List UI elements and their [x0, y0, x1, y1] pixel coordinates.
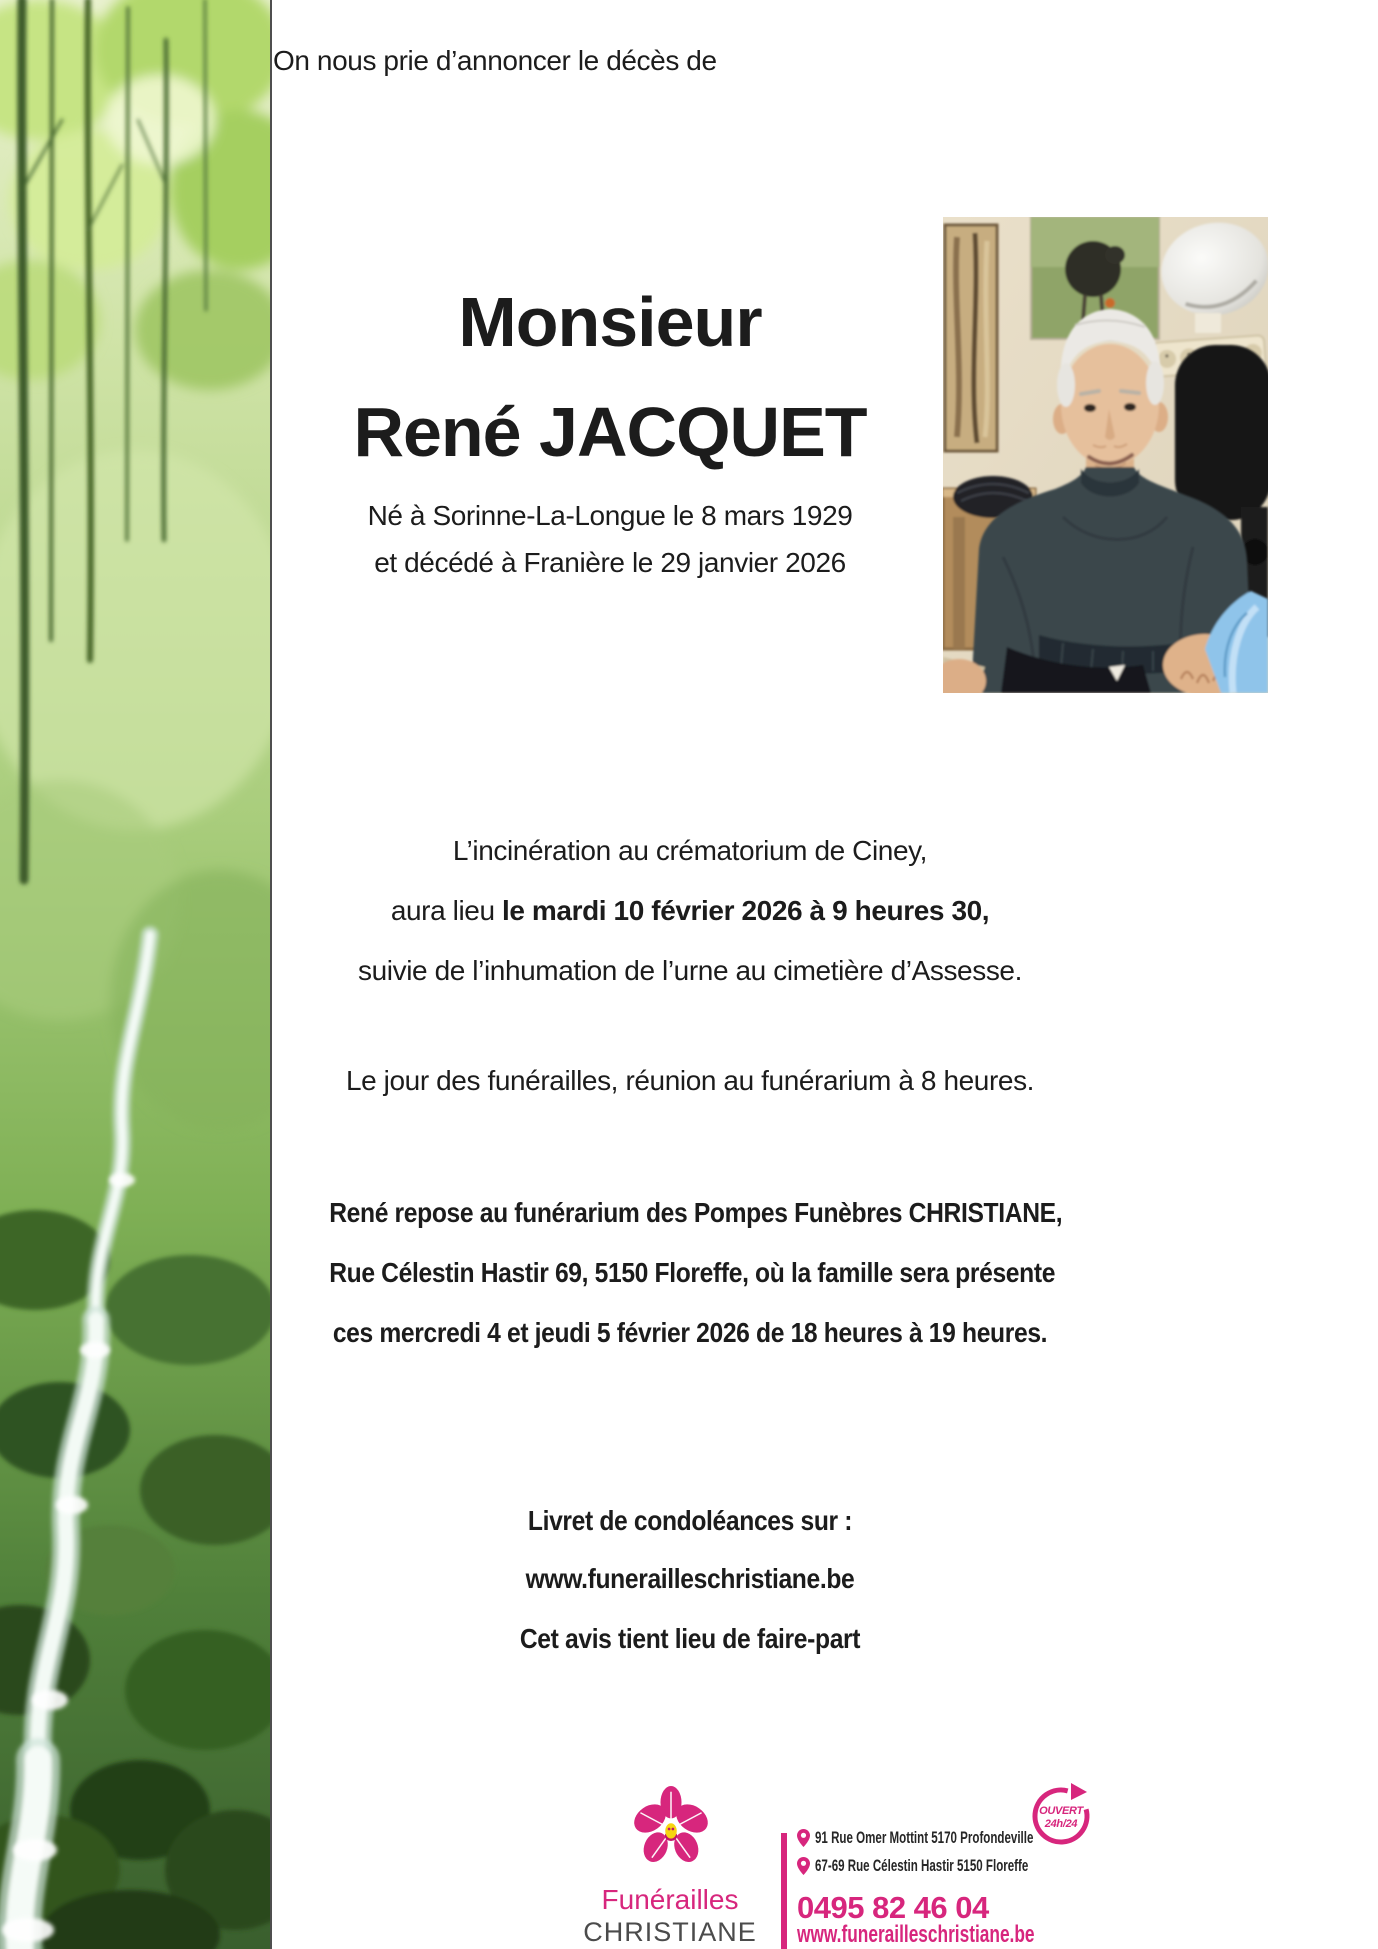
repose-line-2: Rue Célestin Hastir 69, 5150 Floreffe, où la famille sera présente	[329, 1257, 1056, 1288]
address-profondeville: 91 Rue Omer Mottint 5170 Profondeville	[815, 1828, 1034, 1847]
ceremony-line-2	[280, 895, 1100, 926]
footer-divider-bar	[781, 1833, 787, 1949]
brand-name-christiane: CHRISTIANE	[583, 1917, 757, 1947]
birth-line: Né à Sorinne-La-Longue le 8 mars 1929	[367, 500, 853, 531]
brand-name-funerailles: Funérailles	[601, 1884, 739, 1915]
forest-stream-photo	[0, 0, 272, 1949]
location-pin-icon	[797, 1829, 810, 1847]
address-row-2	[797, 1857, 1129, 1876]
condolences-intro-line: Livret de condoléances sur :	[527, 1505, 853, 1536]
deceased-name-title: René JACQUET	[353, 393, 867, 471]
ceremony-line-1: L’incinération au crématorium de Ciney,	[452, 835, 928, 866]
ceremony-line-2-normal: aura lieu	[390, 895, 502, 926]
repose-line-3: ces mercredi 4 et jeudi 5 février 2026 de 18 heures à 19 heures.	[332, 1317, 1048, 1348]
address-floreffe: 67-69 Rue Célestin Hastir 5150 Floreffe	[815, 1856, 1029, 1875]
deceased-portrait-photo	[943, 217, 1268, 693]
footer-website: www.funerailleschristiane.be	[797, 1921, 1035, 1948]
badge-ouvert-label: OUVERT	[1039, 1805, 1083, 1817]
address-row-1	[797, 1829, 1136, 1848]
meeting-line: Le jour des funérailles, réunion au funérarium à 8 heures.	[345, 1065, 1035, 1096]
death-line: et décédé à Franière le 29 janvier 2026	[374, 547, 846, 578]
condolences-website: www.funerailleschristiane.be	[525, 1563, 855, 1594]
badge-24h-label: 24h/24	[1044, 1818, 1078, 1830]
ceremony-line-2-bold: le mardi 10 février 2026 à 9 heures 30,	[502, 895, 990, 926]
salutation-title: Monsieur	[458, 283, 762, 361]
repose-line-1: René repose au funérarium des Pompes Funèbres CHRISTIANE,	[329, 1197, 1063, 1228]
ceremony-line-3: suivie de l’inhumation de l’urne au cimetière d’Assesse.	[358, 955, 1022, 986]
orchid-logo-icon	[628, 1786, 714, 1872]
phone-number: 0495 82 46 04	[797, 1890, 989, 1925]
location-pin-icon	[797, 1857, 810, 1875]
faire-part-notice: Cet avis tient lieu de faire-part	[519, 1623, 861, 1654]
intro-line: On nous prie d’annoncer le décès de	[273, 45, 717, 76]
